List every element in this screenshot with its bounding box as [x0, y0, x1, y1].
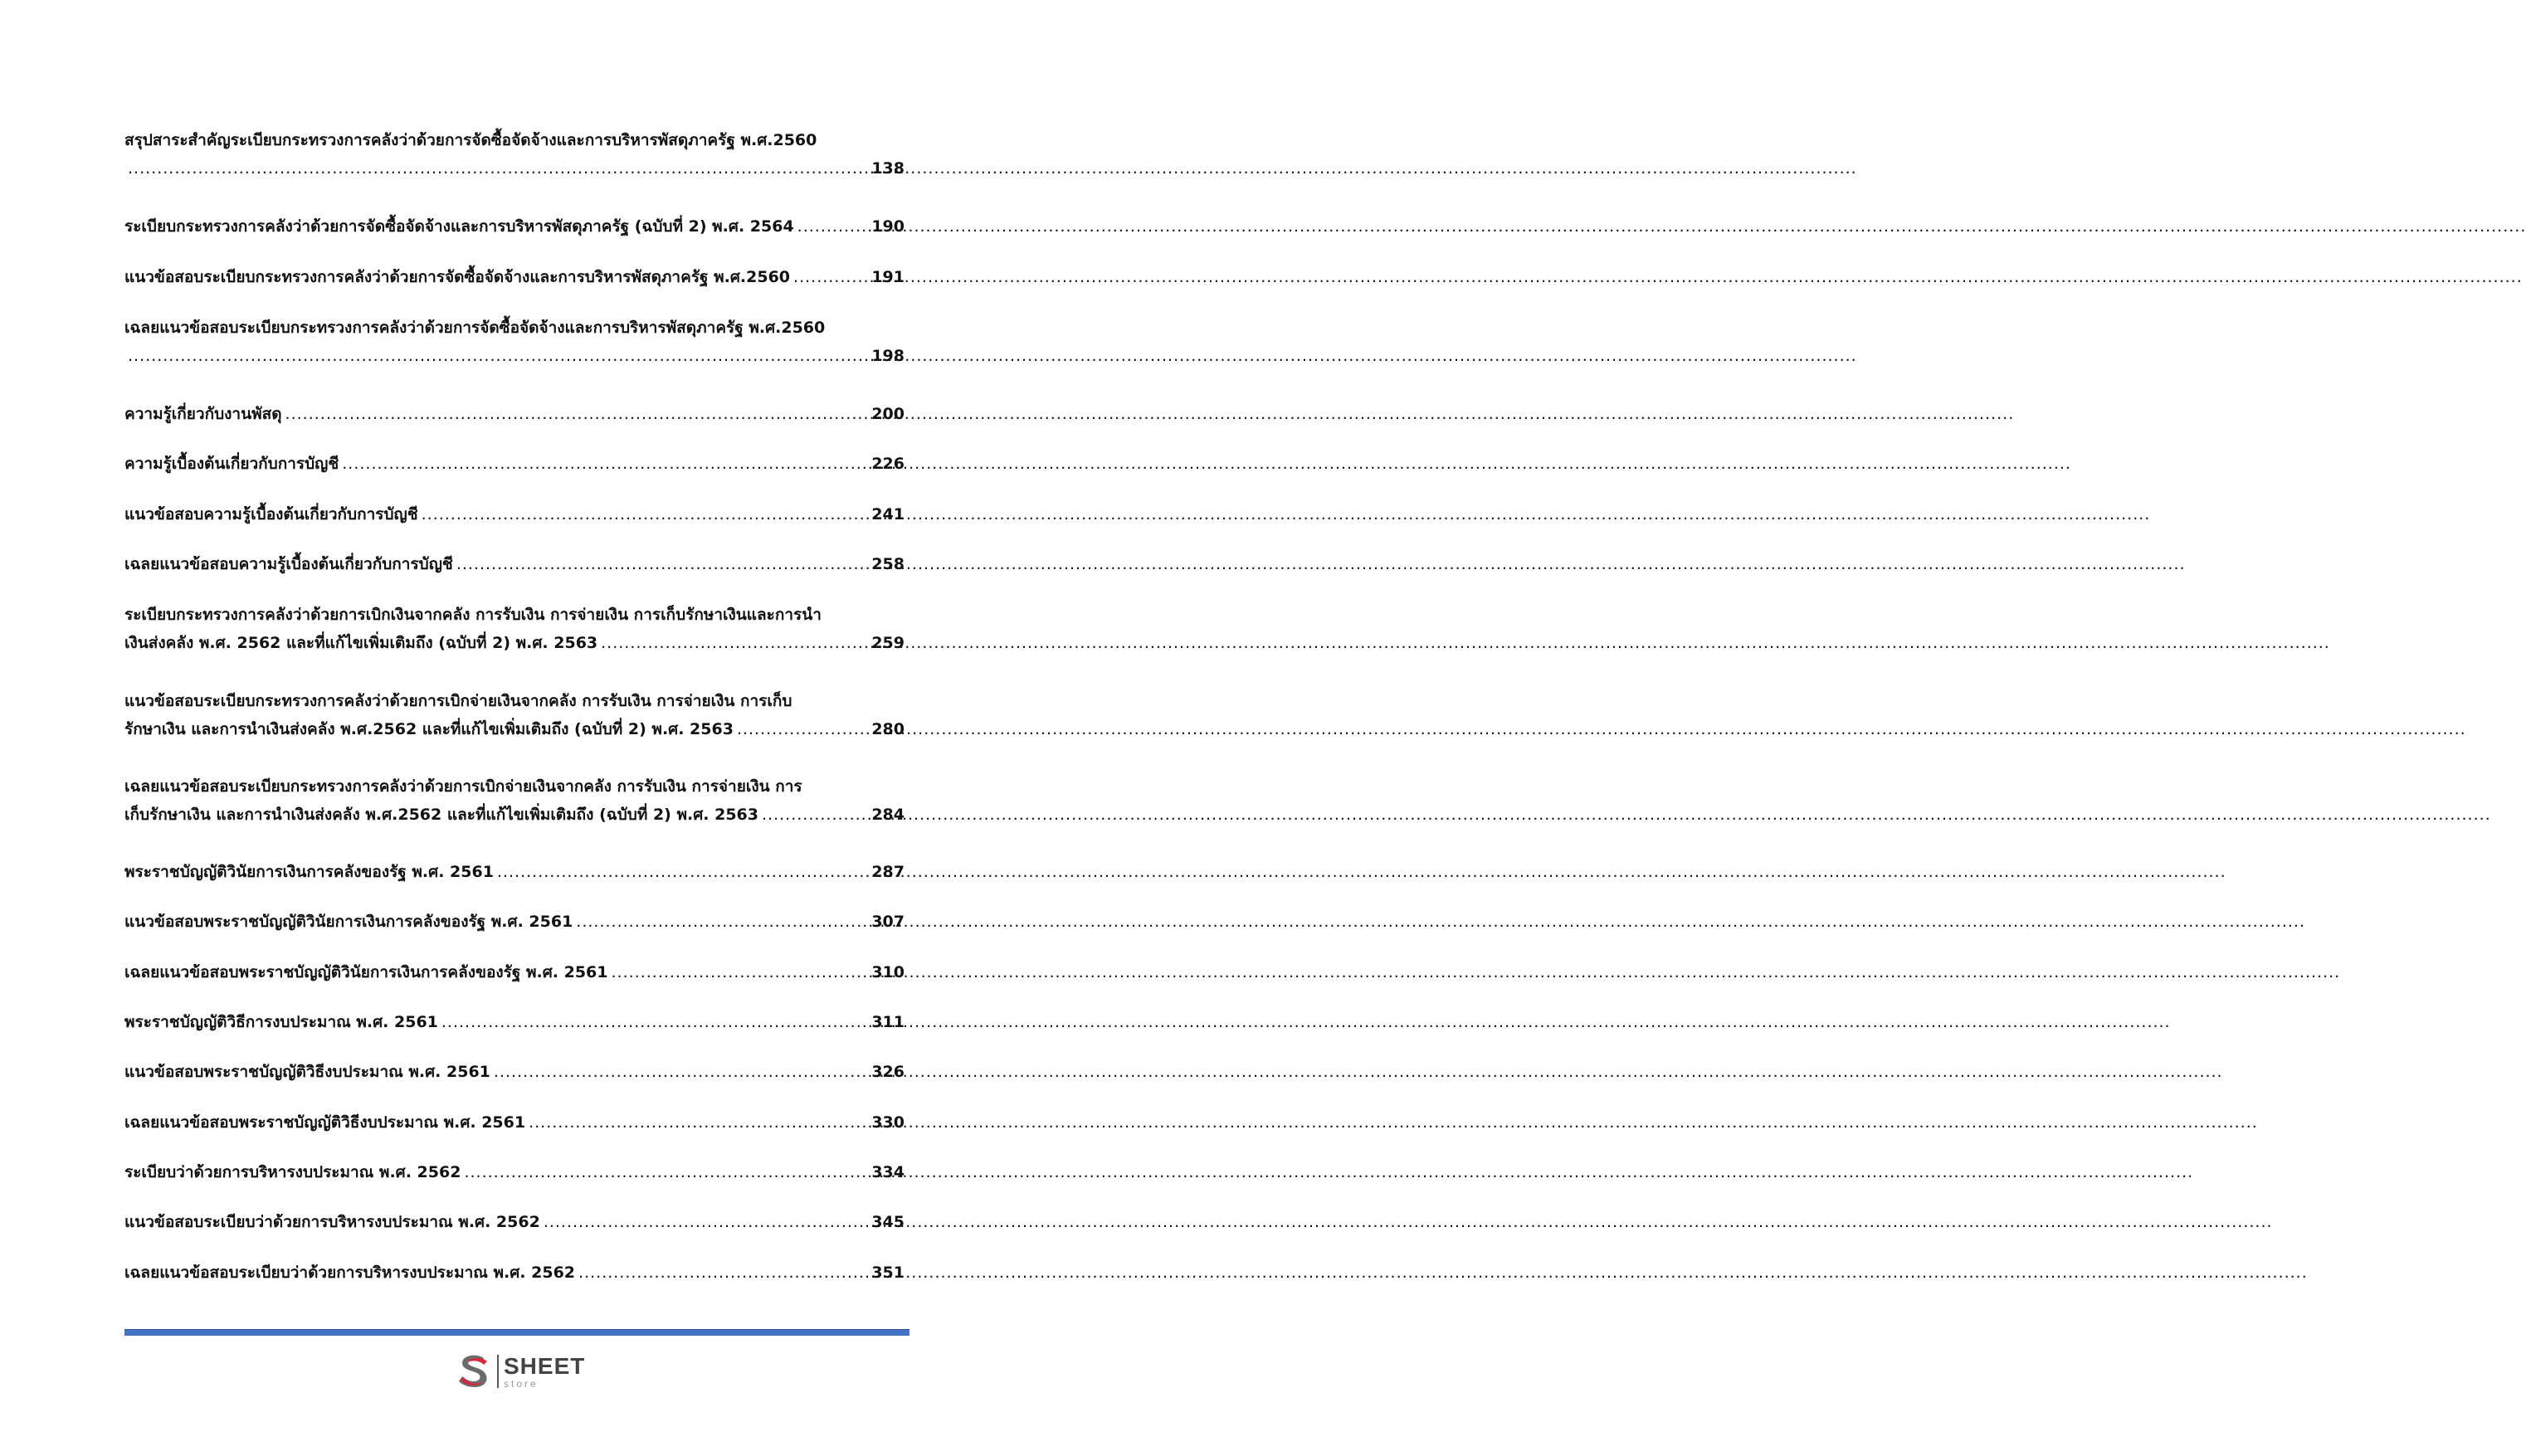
toc-entry-title: เก็บรักษาเงิน และการนำเงินส่งคลัง พ.ศ.2562 และที่แก้ไขเพิ่มเติมถึง (ฉบับที่ 2) พ.ศ. 2563	[124, 806, 758, 824]
logo-divider	[497, 1355, 499, 1388]
toc-line	[124, 1208, 905, 1236]
toc-line	[124, 314, 905, 342]
toc-entry[interactable]	[124, 958, 905, 986]
toc-line	[124, 342, 905, 370]
toc-page-number: 191	[871, 268, 905, 286]
leader-dots	[793, 263, 868, 291]
toc-entry-title: พระราชบัญญัติวินัยการเงินการคลังของรัฐ พ.ศ. 2561	[124, 863, 494, 881]
toc-entry-title: ระเบียบว่าด้วยการบริหารงบประมาณ พ.ศ. 2562	[124, 1163, 461, 1181]
toc-entry[interactable]	[124, 126, 905, 183]
toc-entry[interactable]	[124, 450, 905, 478]
toc-entry[interactable]	[124, 1108, 905, 1137]
toc-entry[interactable]	[124, 858, 905, 886]
toc-entry[interactable]	[124, 500, 905, 528]
toc-page-number: 307	[871, 913, 905, 931]
toc-line	[124, 212, 905, 241]
toc-entry[interactable]	[124, 1259, 905, 1287]
toc-entry[interactable]	[124, 1208, 905, 1236]
toc-entry-title: แนวข้อสอบระเบียบว่าด้วยการบริหารงบประมาณ พ.ศ. 2562	[124, 1213, 540, 1231]
toc-page-number: 241	[871, 505, 905, 523]
toc-line	[124, 1158, 905, 1186]
toc-line	[124, 550, 905, 578]
toc-page-number: 284	[871, 806, 905, 824]
leader-dots	[285, 400, 869, 428]
toc-line	[124, 450, 905, 478]
toc-line	[124, 958, 905, 986]
leader-dots	[578, 1259, 868, 1287]
toc-entry-title: แนวข้อสอบระเบียบกระทรวงการคลังว่าด้วยการจัดซื้อจัดจ้างและการบริหารพัสดุภาครัฐ พ.ศ.2560	[124, 268, 791, 286]
toc-entry[interactable]	[124, 1158, 905, 1186]
leader-dots	[128, 154, 868, 183]
toc-entry-title: ระเบียบกระทรวงการคลังว่าด้วยการจัดซื้อจัดจ้างและการบริหารพัสดุภาครัฐ (ฉบับที่ 2) พ.ศ. 2564	[124, 217, 794, 236]
leader-dots	[576, 908, 868, 936]
leader-dots	[797, 212, 869, 241]
leader-dots	[529, 1108, 868, 1137]
toc-entry-title: เฉลยแนวข้อสอบพระราชบัญญัติวิธีงบประมาณ พ.ศ. 2561	[124, 1113, 526, 1132]
toc-line	[124, 154, 905, 183]
toc-page-number: 345	[871, 1213, 905, 1231]
toc-line	[124, 1259, 905, 1287]
toc-line	[124, 629, 905, 657]
leader-dots	[737, 715, 868, 743]
toc-line	[124, 801, 905, 829]
toc-line	[124, 687, 905, 715]
toc-entry-title: แนวข้อสอบระเบียบกระทรวงการคลังว่าด้วยการเบิกจ่ายเงินจากคลัง การรับเงิน การจ่ายเงิน การเก็บ	[124, 692, 792, 710]
toc-entry-title: เฉลยแนวข้อสอบระเบียบกระทรวงการคลังว่าด้วยการจัดซื้อจัดจ้างและการบริหารพัสดุภาครัฐ พ.ศ.2560	[124, 319, 826, 337]
toc-page-number: 334	[871, 1163, 905, 1181]
toc-entry-title: ความรู้เกี่ยวกับงานพัสดุ	[124, 405, 282, 423]
leader-dots	[342, 450, 868, 478]
leader-dots	[544, 1208, 869, 1236]
toc-entry-title: สรุปสาระสำคัญระเบียบกระทรวงการคลังว่าด้วยการจัดซื้อจัดจ้างและการบริหารพัสดุภาครัฐ พ.ศ.2560	[124, 131, 817, 149]
toc-line	[124, 263, 905, 291]
footer-rule	[124, 1329, 909, 1336]
leader-dots	[494, 1058, 868, 1086]
toc-entry[interactable]	[124, 601, 905, 657]
toc-page-number: 280	[871, 720, 905, 738]
leader-dots	[601, 629, 868, 657]
toc-entry-title: แนวข้อสอบความรู้เบื้องต้นเกี่ยวกับการบัญชี	[124, 505, 418, 523]
toc-page-number: 310	[871, 963, 905, 981]
toc-entry[interactable]	[124, 908, 905, 936]
toc-page-number: 330	[871, 1113, 905, 1132]
toc-line	[124, 715, 905, 743]
toc-line	[124, 1008, 905, 1036]
leader-dots	[128, 342, 868, 370]
toc-line	[124, 1058, 905, 1086]
toc-entry-title: แนวข้อสอบพระราชบัญญัติวินัยการเงินการคลังของรัฐ พ.ศ. 2561	[124, 913, 573, 931]
toc-page-number: 326	[871, 1063, 905, 1081]
leader-dots	[762, 801, 868, 829]
toc-line	[124, 500, 905, 528]
toc-line	[124, 601, 905, 629]
leader-dots	[464, 1158, 868, 1186]
toc-page-number: 259	[871, 634, 905, 652]
sheet-store-logo-icon	[452, 1350, 495, 1393]
toc-page-number: 200	[871, 405, 905, 423]
toc-page-number: 287	[871, 863, 905, 881]
toc-entry-title: รักษาเงิน และการนำเงินส่งคลัง พ.ศ.2562 และที่แก้ไขเพิ่มเติมถึง (ฉบับที่ 2) พ.ศ. 2563	[124, 720, 734, 738]
toc-entry[interactable]	[124, 687, 905, 743]
toc-page-number: 138	[871, 159, 905, 178]
toc-entry-title: เฉลยแนวข้อสอบระเบียบกระทรวงการคลังว่าด้วยการเบิกจ่ายเงินจากคลัง การรับเงิน การจ่ายเงิน การ	[124, 777, 802, 796]
toc-entry[interactable]	[124, 550, 905, 578]
toc-entry-title: ระเบียบกระทรวงการคลังว่าด้วยการเบิกเงินจากคลัง การรับเงิน การจ่ายเงิน การเก็บรักษาเงินและการนำ	[124, 606, 822, 624]
toc-page-number: 351	[871, 1264, 905, 1282]
toc-line	[124, 772, 905, 801]
toc-entry[interactable]	[124, 212, 905, 241]
toc-page-number: 258	[871, 555, 905, 573]
toc-entry[interactable]	[124, 400, 905, 428]
toc-entry-title: เฉลยแนวข้อสอบพระราชบัญญัติวินัยการเงินการคลังของรัฐ พ.ศ. 2561	[124, 963, 608, 981]
toc-line	[124, 126, 905, 154]
toc-page-number: 198	[871, 347, 905, 365]
toc-entry-title: เงินส่งคลัง พ.ศ. 2562 และที่แก้ไขเพิ่มเติมถึง (ฉบับที่ 2) พ.ศ. 2563	[124, 634, 598, 652]
footer-logo	[452, 1348, 602, 1395]
leader-dots	[441, 1008, 868, 1036]
leader-dots	[612, 958, 869, 986]
leader-dots	[422, 500, 869, 528]
toc-entry-title: พระราชบัญญัติวิธีการงบประมาณ พ.ศ. 2561	[124, 1013, 438, 1031]
logo-subword: store	[504, 1377, 539, 1390]
toc-entry[interactable]	[124, 263, 905, 291]
toc-entry-title: แนวข้อสอบพระราชบัญญัติวิธีงบประมาณ พ.ศ. 2561	[124, 1063, 490, 1081]
toc-entry[interactable]	[124, 314, 905, 370]
toc-page-number: 226	[871, 455, 905, 473]
toc-entry-title: เฉลยแนวข้อสอบระเบียบว่าด้วยการบริหารงบประมาณ พ.ศ. 2562	[124, 1264, 576, 1282]
leader-dots	[497, 858, 868, 886]
toc-page-number: 311	[871, 1013, 905, 1031]
logo-word: SHEET	[504, 1352, 586, 1379]
toc-entry[interactable]	[124, 1058, 905, 1086]
toc-entry-title: ความรู้เบื้องต้นเกี่ยวกับการบัญชี	[124, 455, 339, 473]
toc-line	[124, 908, 905, 936]
toc-line	[124, 1108, 905, 1137]
toc-line	[124, 858, 905, 886]
toc-line	[124, 400, 905, 428]
toc-entry[interactable]	[124, 1008, 905, 1036]
logo-text	[504, 1352, 586, 1390]
toc-entry[interactable]	[124, 772, 905, 829]
toc-entry-title: เฉลยแนวข้อสอบความรู้เบื้องต้นเกี่ยวกับการบัญชี	[124, 555, 453, 573]
leader-dots	[456, 550, 869, 578]
toc-page-number: 190	[871, 217, 905, 236]
